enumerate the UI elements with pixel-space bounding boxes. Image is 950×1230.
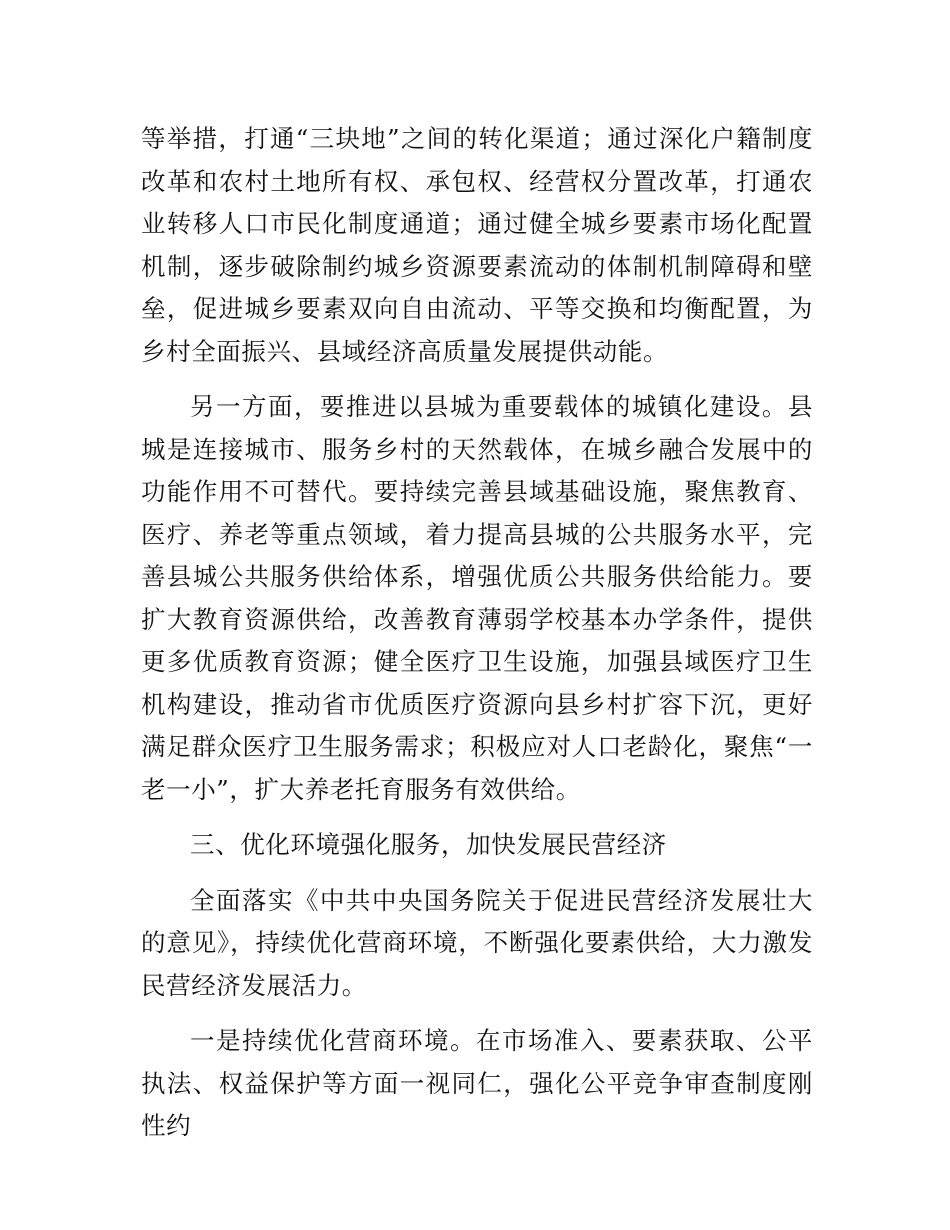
paragraph-private-economy-intro: 全面落实《中共中央国务院关于促进民营经济发展壮大的意见》，持续优化营商环境，不断强化要素供给，大力激发民营经济发展活力。 bbox=[141, 885, 813, 1000]
document-body bbox=[141, 118, 813, 1161]
paragraph-continuation: 等举措，打通“三块地”之间的转化渠道；通过深化户籍制度改革和农村土地所有权、承包权、经营权分置改革，打通农业转移人口市民化制度通道；通过健全城乡要素市场化配置机制，逐步破除制约城乡资源要素流动的体制机制障碍和壁垒，促进城乡要素双向自由流动、平等交换和均衡配置，为乡村全面振兴、县域经济高质量发展提供动能。 bbox=[141, 124, 813, 366]
paragraph-business-environment: 一是持续优化营商环境。在市场准入、要素获取、公平执法、权益保护等方面一视同仁，强化公平竞争审查制度刚性约 bbox=[141, 1026, 813, 1140]
paragraph-county-urbanization: 另一方面，要推进以县城为重要载体的城镇化建设。县城是连接城市、服务乡村的天然载体，在城乡融合发展中的功能作用不可替代。要持续完善县域基础设施，聚焦教育、医疗、养老等重点领域，着力提高县城的公共服务水平，完善县城公共服务供给体系，增强优质公共服务供给能力。要扩大教育资源供给，改善教育薄弱学校基本办学条件，提供更多优质教育资源；健全医疗卫生设施，加强县域医疗卫生机构建设，推动省市优质医疗资源向县乡村扩容下沉，更好满足群众医疗卫生服务需求；积极应对人口老龄化，聚焦“一老一小”，扩大养老托育服务有效供给。 bbox=[141, 392, 813, 804]
section-heading: 三、优化环境强化服务，加快发展民营经济 bbox=[190, 830, 667, 859]
